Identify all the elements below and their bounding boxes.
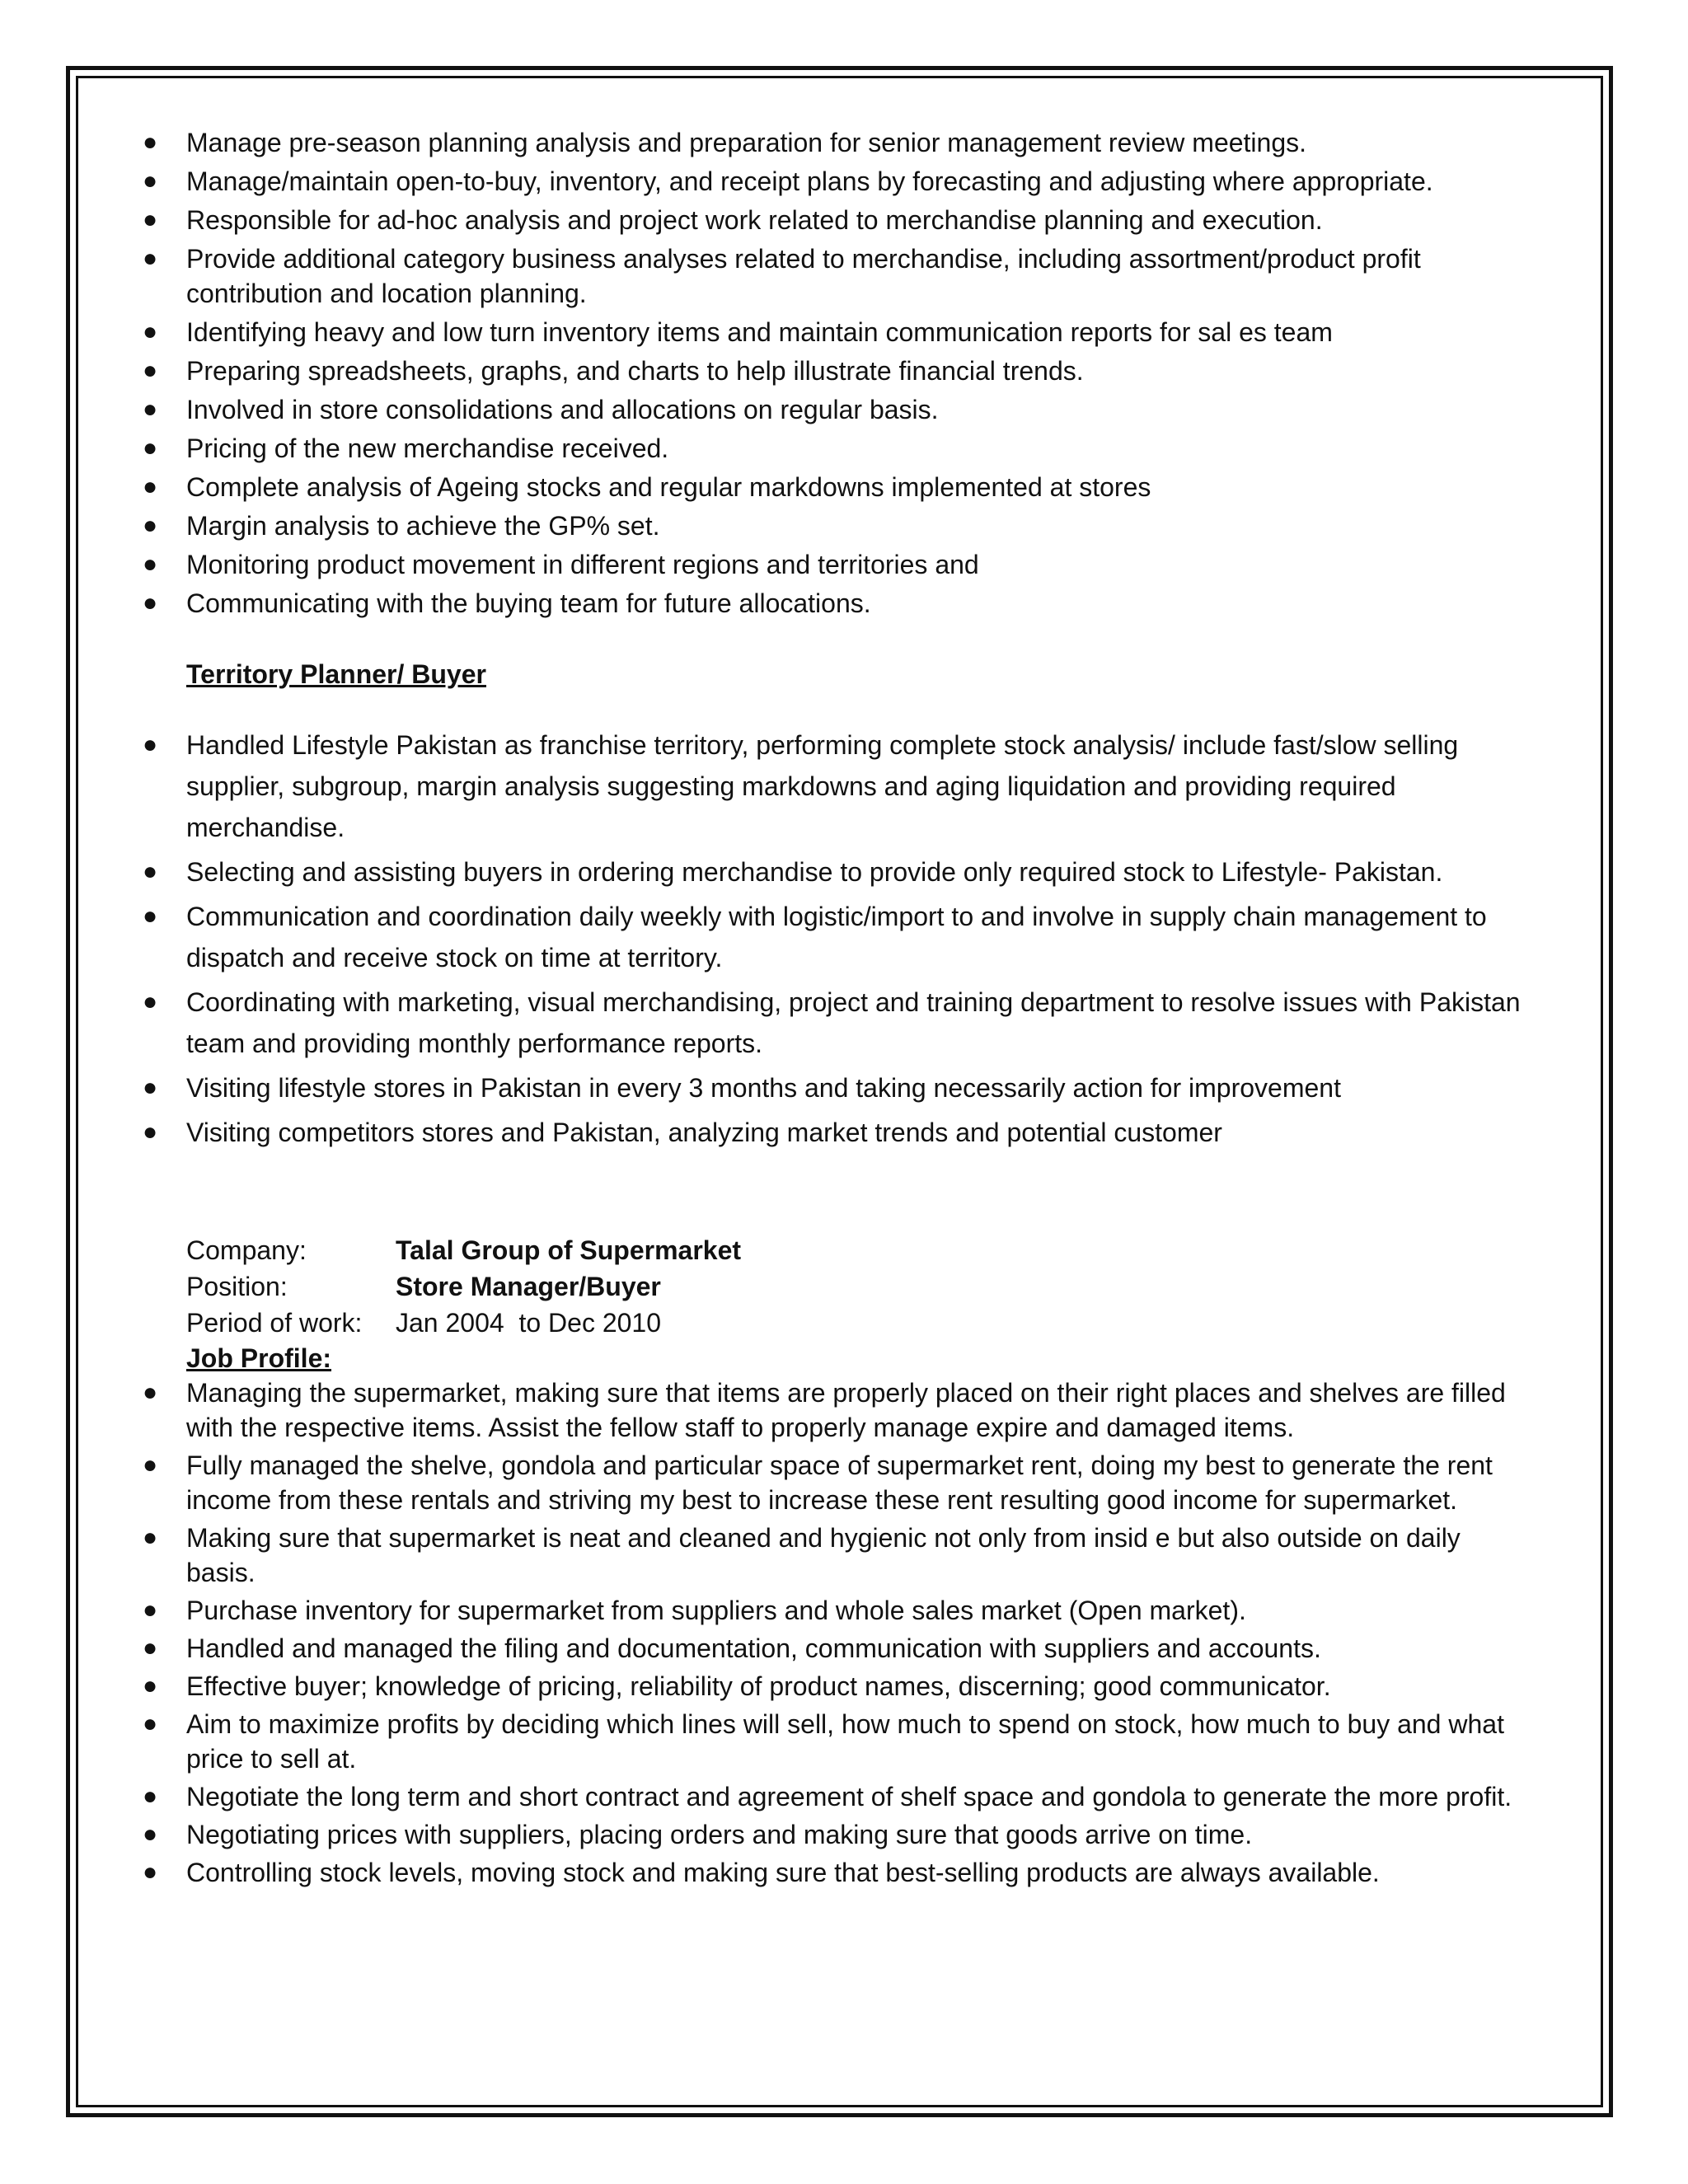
list-item: ● Complete analysis of Ageing stocks and regular markdowns implemented at stores [132,470,1533,504]
bullet-icon: ● [142,396,158,423]
position-value: Store Manager/Buyer [396,1272,661,1301]
bullet-icon: ● [142,129,158,156]
job-profile-list [132,1376,1533,1890]
bullet-icon: ● [142,1858,158,1886]
list-item: ● Visiting lifestyle stores in Pakistan in every 3 months and taking necessarily action for improvement [132,1067,1533,1108]
list-item: ● Manage pre-season planning analysis and preparation for senior management review meetings. [132,125,1533,160]
list-item: ● Margin analysis to achieve the GP% set. [132,509,1533,543]
list-item: ● Provide additional category business analyses related to merchandise, including assortment/product profit contribution and location planning. [132,241,1533,311]
company-label: Company: [186,1235,307,1265]
period-value: Jan 2004 to Dec 2010 [396,1308,662,1338]
list-item: ● Purchase inventory for supermarket from suppliers and whole sales market (Open market). [132,1593,1533,1628]
section-heading-territory-planner: Territory Planner/ Buyer [186,659,486,689]
bullet-icon: ● [142,1672,158,1699]
bullet-icon: ● [142,167,158,194]
bullet-icon: ● [142,988,158,1015]
list-item: ● Controlling stock levels, moving stock and making sure that best-selling products are always available. [132,1855,1533,1890]
list-item: ● Negotiate the long term and short contract and agreement of shelf space and gondola to generate the more profit. [132,1779,1533,1814]
employment-details [132,1232,1533,1376]
list-item: ● Managing the supermarket, making sure that items are properly placed on their right places and shelves are filled with the respective items. Assist the fellow staff to properly manage expire and damaged items. [132,1376,1533,1445]
bullet-icon: ● [142,1821,158,1848]
job-profile-heading: Job Profile: [186,1343,332,1373]
bullet-icon: ● [142,473,158,500]
list-item: ● Selecting and assisting buyers in ordering merchandise to provide only required stock to Lifestyle- Pakistan. [132,851,1533,893]
list-item: ● Pricing of the new merchandise received. [132,431,1533,466]
list-item: ● Handled and managed the filing and documentation, communication with suppliers and accounts. [132,1631,1533,1666]
bullet-icon: ● [142,1596,158,1624]
territory-planner-list [132,724,1533,1153]
bullet-icon: ● [142,357,158,384]
bullet-icon: ● [142,512,158,539]
list-item: ● Aim to maximize profits by deciding which lines will sell, how much to spend on stock, how much to buy and what price to sell at. [132,1707,1533,1776]
bullet-icon: ● [142,1783,158,1810]
bullet-icon: ● [142,206,158,233]
list-item: ● Fully managed the shelve, gondola and particular space of supermarket rent, doing my best to generate the rent income from these rentals and striving my best to increase these rent resulting good income for supermarket. [132,1448,1533,1517]
bullet-icon: ● [142,1379,158,1406]
bullet-icon: ● [142,1524,158,1551]
bullet-icon: ● [142,589,158,616]
list-item: ● Involved in store consolidations and allocations on regular basis. [132,392,1533,427]
bullet-icon: ● [142,1451,158,1479]
list-item: ● Making sure that supermarket is neat and cleaned and hygienic not only from insid e but also outside on daily basis. [132,1521,1533,1590]
list-item: ● Manage/maintain open-to-buy, inventory, and receipt plans by forecasting and adjusting where appropriate. [132,164,1533,199]
responsibilities-list [132,125,1533,621]
resume-content [132,125,1533,1893]
company-row [186,1232,1533,1268]
bullet-icon: ● [142,1074,158,1101]
list-item: ● Identifying heavy and low turn inventory items and maintain communication reports for sal es team [132,315,1533,349]
list-item: ● Preparing spreadsheets, graphs, and charts to help illustrate financial trends. [132,354,1533,388]
period-label: Period of work: [186,1308,363,1338]
list-item: ● Coordinating with marketing, visual merchandising, project and training department to resolve issues with Pakistan team and providing monthly performance reports. [132,982,1533,1064]
list-item: ● Communicating with the buying team for future allocations. [132,586,1533,621]
list-item: ● Communication and coordination daily weekly with logistic/import to and involve in supply chain management to dispatch and receive stock on time at territory. [132,896,1533,978]
list-item: ● Monitoring product movement in different regions and territories and [132,547,1533,582]
company-value: Talal Group of Supermarket [396,1235,742,1265]
list-item: ● Visiting competitors stores and Pakistan, analyzing market trends and potential customer [132,1112,1533,1153]
bullet-icon: ● [142,731,158,758]
bullet-icon: ● [142,1118,158,1146]
bullet-icon: ● [142,245,158,272]
position-row [186,1268,1533,1305]
list-item: ● Handled Lifestyle Pakistan as franchise territory, performing complete stock analysis/ include fast/slow selling supplier, subgroup, margin analysis suggesting markdowns and aging liquidation and providing required merchandise. [132,724,1533,848]
list-item: ● Responsible for ad-hoc analysis and project work related to merchandise planning and execution. [132,203,1533,237]
bullet-icon: ● [142,858,158,885]
period-row [186,1305,1533,1341]
bullet-icon: ● [142,551,158,578]
position-label: Position: [186,1272,288,1301]
list-item: ● Negotiating prices with suppliers, placing orders and making sure that goods arrive on time. [132,1817,1533,1852]
bullet-icon: ● [142,1634,158,1661]
list-item: ● Effective buyer; knowledge of pricing, reliability of product names, discerning; good communicator. [132,1669,1533,1704]
bullet-icon: ● [142,1710,158,1737]
bullet-icon: ● [142,434,158,462]
bullet-icon: ● [142,318,158,345]
bullet-icon: ● [142,902,158,930]
